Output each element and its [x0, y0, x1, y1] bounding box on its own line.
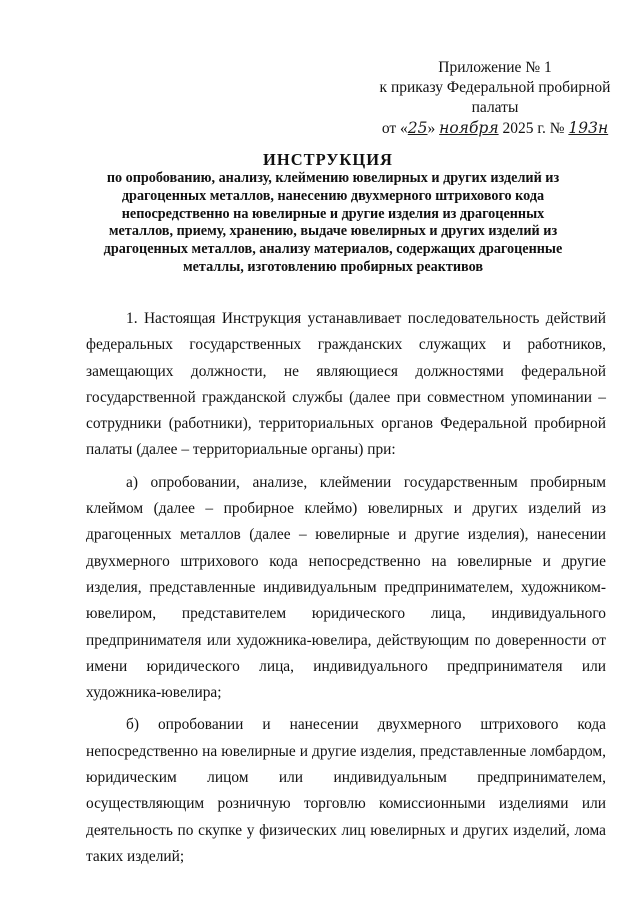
paragraph-a: а) опробовании, анализе, клеймении государственным пробирным клеймом (далее – пробирное клеймо) ювелирных и других изделий из драгоценных металлов (далее – ювелирные и другие изделия), нанесении двухмерного штрихового кода непосредственно на ювелирные и другие изделия, представленные индивидуальным предпринимателем, художником-ювелиром, представителем юридического лица, индивидуального предпринимателя или художника-ювелира, действующим по доверенности от имени юридического лица, индивидуального предпринимателя или художника-ювелира;: [86, 473, 606, 702]
date-prefix: от «: [381, 120, 408, 137]
date-year: 2025 г. №: [502, 120, 565, 137]
paragraph-1: 1. Настоящая Инструкция устанавливает последовательность действий федеральных государственных гражданских служащих и работников, замещающих должности, не являющиеся должностями федеральной государственной гражданской службы (далее при совместном упоминании – сотрудники (работники), территориальных органов Федеральной пробирной палаты (далее – территориальные органы) при:: [86, 310, 606, 459]
document-subtitle: по опробованию, анализу, клеймению ювелирных и других изделий из драгоценных металлов, нанесению двухмерного штрихового кода непосредственно на ювелирные и другие изделия из драгоценных металлов, приему, хранению, выдаче ювелирных и других изделий из драгоценных металлов, анализу материалов, содержащих драгоценные металлы, изготовлению пробирных реактивов: [103, 170, 563, 275]
appendix-header: [370, 58, 620, 139]
handwritten-day: 25: [407, 119, 428, 137]
appendix-date-line: [370, 118, 620, 139]
paragraph-b: б) опробовании и нанесении двухмерного штрихового кода непосредственно на ювелирные и другие изделия, представленные ломбардом, юридическим лицом или индивидуальным предпринимателем, осуществляющим розничную торговлю комиссионными изделиями или деятельность по скупке у физических лиц ювелирных и других изделий, лома таких изделий;: [86, 716, 606, 865]
document-title: ИНСТРУКЦИЯ: [263, 150, 393, 169]
appendix-number: Приложение № 1: [438, 59, 552, 76]
appendix-order-ref-cont: палаты: [471, 99, 519, 116]
handwritten-order-number: 193н: [568, 119, 609, 137]
document-body: [86, 306, 606, 870]
date-mid: »: [427, 120, 436, 137]
handwritten-month: ноября: [439, 119, 499, 137]
appendix-order-ref: к приказу Федеральной пробирной: [379, 79, 611, 96]
